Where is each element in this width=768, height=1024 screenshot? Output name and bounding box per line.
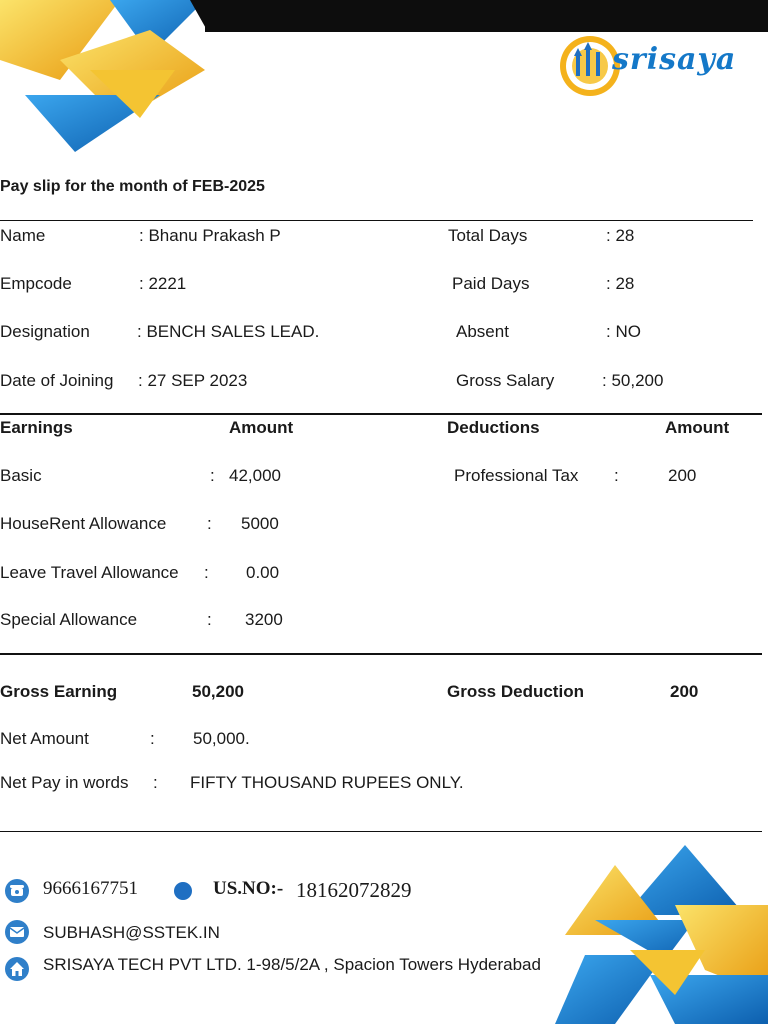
absent-label: Absent [456,322,509,341]
net-amount-value: 50,000. [193,729,250,748]
earning-colon: : [207,514,212,533]
net-amount-label: Net Amount [0,729,89,748]
us-number[interactable]: 18162072829 [296,878,412,902]
net-words-label: Net Pay in words [0,773,129,792]
net-words-value: FIFTY THOUSAND RUPEES ONLY. [190,773,464,792]
divider [0,413,762,415]
gross-earning-value: 50,200 [192,682,244,701]
earnings-amount-header: Amount [229,418,294,437]
doj-label: Date of Joining [0,371,114,390]
home-icon [5,957,29,981]
company-address: SRISAYA TECH PVT LTD. 1-98/5/2A , Spacion Towers Hyderabad [43,955,541,974]
gross-deduction-label: Gross Deduction [447,682,584,701]
doj-value: : 27 SEP 2023 [138,371,248,390]
footer-decoration [555,845,768,1024]
name-label: Name [0,226,46,245]
empcode-label: Empcode [0,274,72,293]
email-address[interactable]: SUBHASH@SSTEK.IN [43,923,220,942]
divider [0,653,762,655]
gross-salary-label: Gross Salary [456,371,555,390]
gross-salary-value: : 50,200 [602,371,664,390]
earning-amount: 42,000 [229,466,281,485]
gross-deduction-value: 200 [670,682,699,701]
total-days-value: : 28 [606,226,635,245]
phone-icon [5,879,29,903]
name-value: : Bhanu Prakash P [139,226,281,245]
phone-number[interactable]: 9666167751 [43,878,138,899]
earning-colon: : [204,563,209,582]
paid-days-label: Paid Days [452,274,530,293]
payslip-title: Pay slip for the month of FEB-2025 [0,178,265,195]
divider [0,220,753,221]
empcode-value: : 2221 [139,274,187,293]
net-words-colon: : [153,773,158,792]
earning-amount: 5000 [241,514,279,533]
earning-label: HouseRent Allowance [0,514,167,533]
designation-label: Designation [0,322,90,341]
deduction-label: Professional Tax [454,466,579,485]
us-number-label: US.NO:- [213,878,284,899]
earning-label: Special Allowance [0,610,138,629]
earnings-header: Earnings [0,418,73,437]
total-days-label: Total Days [448,226,528,245]
gross-earning-label: Gross Earning [0,682,118,701]
paid-days-value: : 28 [606,274,635,293]
earning-amount: 0.00 [246,563,280,582]
divider [0,831,762,832]
earning-label: Basic [0,466,42,485]
designation-value: : BENCH SALES LEAD. [137,322,320,341]
deduction-amount: 200 [668,466,697,485]
separator-dot-icon [174,882,192,900]
absent-value: : NO [606,322,641,341]
deductions-amount-header: Amount [665,418,730,437]
logo-text: srisaya [612,42,737,77]
deduction-colon: : [614,466,619,485]
earning-amount: 3200 [245,610,283,629]
earning-colon: : [207,610,212,629]
email-icon [5,920,29,944]
earning-colon: : [210,466,215,485]
header-bar [205,0,768,32]
earning-label: Leave Travel Allowance [0,563,179,582]
deductions-header: Deductions [447,418,540,437]
net-amount-colon: : [150,729,155,748]
